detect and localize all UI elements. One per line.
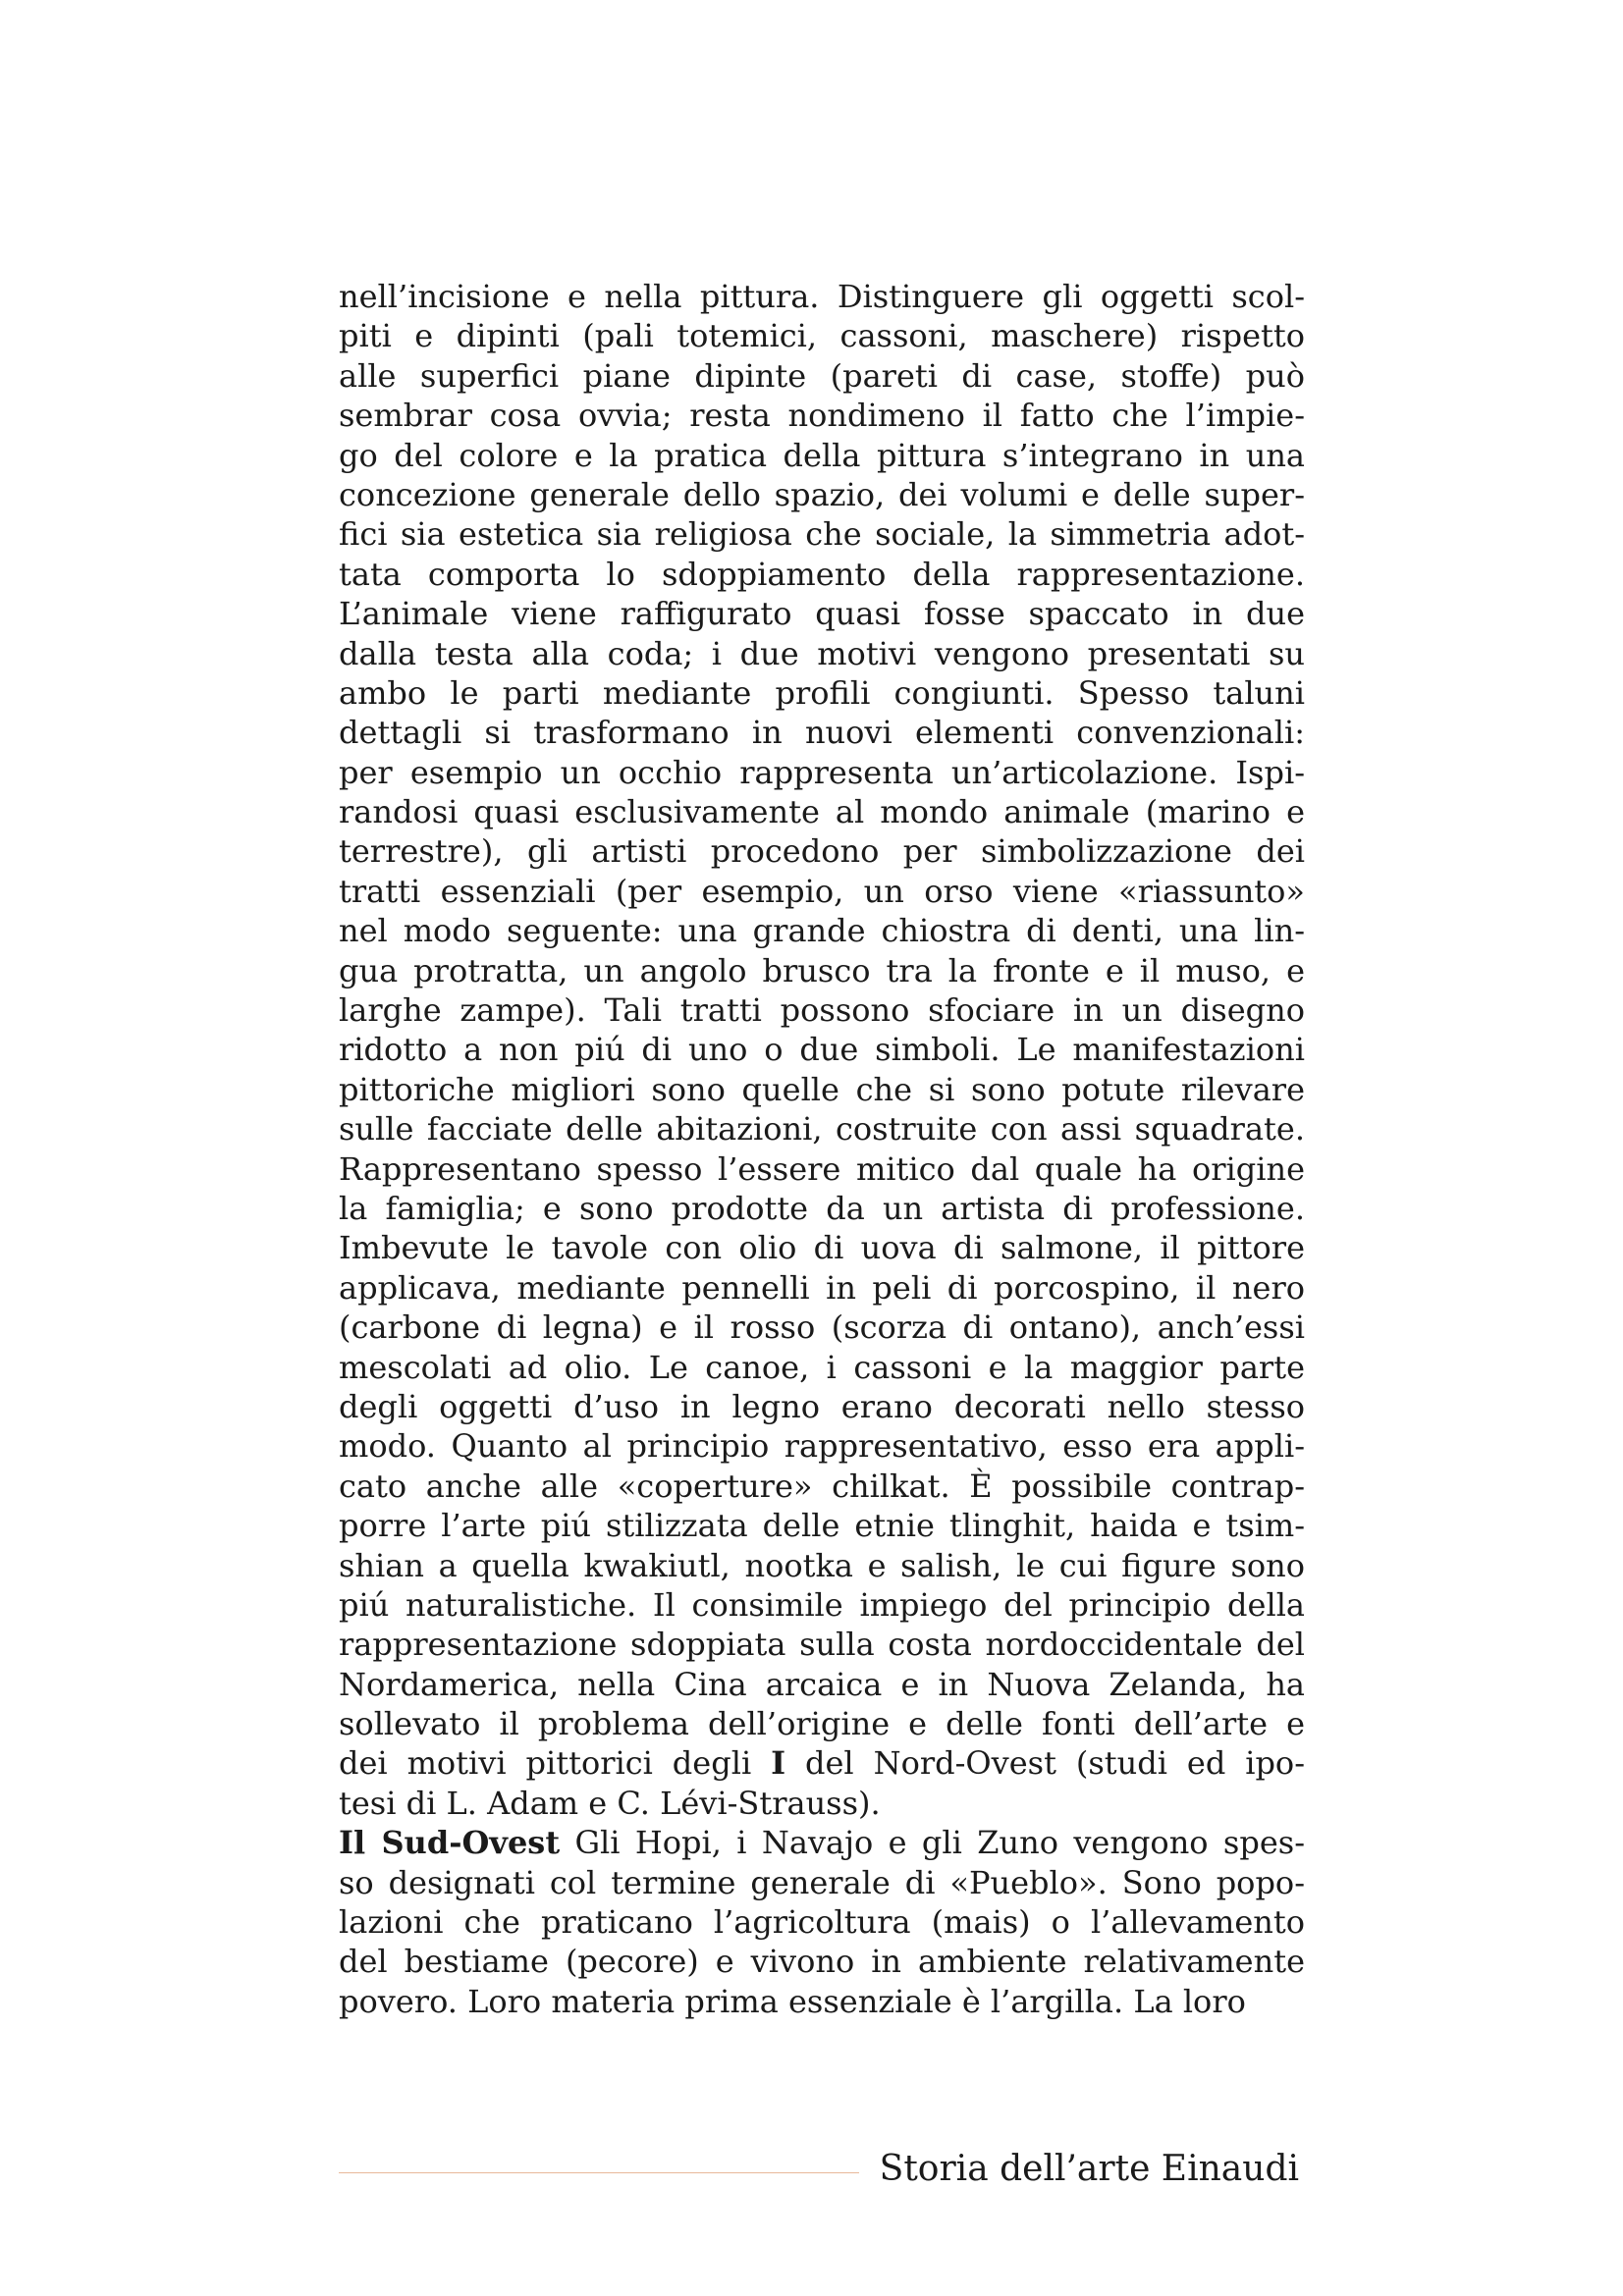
text-line: sollevato il problema dell’origine e delle fonti dell’arte e — [339, 1705, 1305, 1743]
text-line: modo. Quanto al principio rappresentativo, esso era appli- — [339, 1427, 1305, 1466]
text-line: larghe zampe). Tali tratti possono sfociare in un disegno — [339, 991, 1305, 1030]
text-line: pittoriche migliori sono quelle che si sono potute rilevare — [339, 1070, 1305, 1108]
text-line: applicava, mediante pennelli in peli di porcospino, il nero — [339, 1268, 1305, 1307]
text-line: piú naturalistiche. Il consimile impiego del principio della — [339, 1585, 1305, 1624]
text-line: randosi quasi esclusivamente al mondo animale (marino e — [339, 793, 1305, 831]
text-line: tratti essenziali (per esempio, un orso viene «riassunto» — [339, 872, 1305, 910]
text-line: piti e dipinti (pali totemici, cassoni, maschere) rispetto — [339, 317, 1305, 355]
text-line: mescolati ad olio. Le canoe, i cassoni e la maggior parte — [339, 1348, 1305, 1386]
text-line: la famiglia; e sono prodotte da un artista di professione. — [339, 1189, 1305, 1227]
text-line: gua protratta, un angolo brusco tra la fronte e il muso, e — [339, 951, 1305, 989]
text-line: tata comporta lo sdoppiamento della rappresentazione. — [339, 555, 1305, 593]
text-line: go del colore e la pratica della pittura s’integrano in una — [339, 436, 1305, 474]
text-line: Imbevute le tavole con olio di uova di salmone, il pittore — [339, 1229, 1305, 1267]
text-line: dalla testa alla coda; i due motivi vengono presentati su — [339, 634, 1305, 672]
text-line: Nordamerica, nella Cina arcaica e in Nuova Zelanda, ha — [339, 1665, 1305, 1703]
text-line: alle superfici piane dipinte (pareti di case, stoffe) può — [339, 356, 1305, 395]
text-line: sembrar cosa ovvia; resta nondimeno il fatto che l’impie- — [339, 397, 1305, 435]
text-line: ambo le parti mediante profili congiunti. Spesso taluni — [339, 673, 1305, 712]
text-line: povero. Loro materia prima essenziale è l’argilla. La loro — [339, 1982, 1246, 2020]
text-line: ridotto a non piú di uno o due simboli. Le manifestazioni — [339, 1031, 1305, 1069]
text-line: del bestiame (pecore) e vivono in ambiente relativamente — [339, 1943, 1305, 1981]
text-line: dettagli si trasformano in nuovi elementi convenzionali: — [339, 714, 1305, 752]
text-line: rappresentazione sdoppiata sulla costa nordoccidentale del — [339, 1626, 1305, 1664]
text-line: cato anche alle «coperture» chilkat. È possibile contrap- — [339, 1467, 1305, 1505]
body-text — [339, 277, 1305, 2021]
text-line: Rappresentano spesso l’essere mitico dal quale ha origine — [339, 1149, 1305, 1188]
section-lines — [339, 1863, 1305, 2022]
text-line: nell’incisione e nella pittura. Distinguere gli oggetti scol- — [339, 278, 1305, 315]
section-heading: Il Sud-Ovest — [339, 1824, 561, 1862]
text-line: so designati col termine generale di «Pueblo». Sono popo- — [339, 1863, 1305, 1901]
text-line: concezione generale dello spazio, dei volumi e delle super- — [339, 475, 1305, 513]
text-line: per esempio un occhio rappresenta un’articolazione. Ispi- — [339, 753, 1305, 791]
bold-term: I — [771, 1744, 786, 1783]
text-line: porre l’arte piú stilizzata delle etnie tlinghit, haida e tsim- — [339, 1507, 1305, 1545]
text-line: L’animale viene raffigurato quasi fosse spaccato in due — [339, 595, 1305, 633]
text-line: degli oggetti d’uso in legno erano decorati nello stesso — [339, 1387, 1305, 1425]
paragraph-lines — [339, 277, 1305, 1743]
footer-rule — [339, 2172, 859, 2173]
text-line: dei motivi pittorici degli I del Nord-Ovest (studi ed ipo- — [339, 1744, 1305, 1783]
text-line: sulle facciate delle abitazioni, costruite con assi squadrate. — [339, 1110, 1305, 1148]
section-heading-line: Il Sud-Ovest Gli Hopi, i Navajo e gli Zuno vengono spes- — [339, 1824, 1305, 1862]
text-line: fici sia estetica sia religiosa che sociale, la simmetria adot- — [339, 515, 1305, 554]
text-line: terrestre), gli artisti procedono per simbolizzazione dei — [339, 832, 1305, 871]
text-line: (carbone di legna) e il rosso (scorza di ontano), anch’essi — [339, 1308, 1305, 1347]
text-line: lazioni che praticano l’agricoltura (mais) o l’allevamento — [339, 1903, 1305, 1942]
text-line: tesi di L. Adam e C. Lévi-Strauss). — [339, 1784, 881, 1822]
text-line: shian a quella kwakiutl, nootka e salish, le cui figure sono — [339, 1546, 1305, 1584]
footer-title: Storia dell’arte Einaudi — [879, 2149, 1299, 2189]
text-line: nel modo seguente: una grande chiostra di denti, una lin- — [339, 912, 1305, 950]
